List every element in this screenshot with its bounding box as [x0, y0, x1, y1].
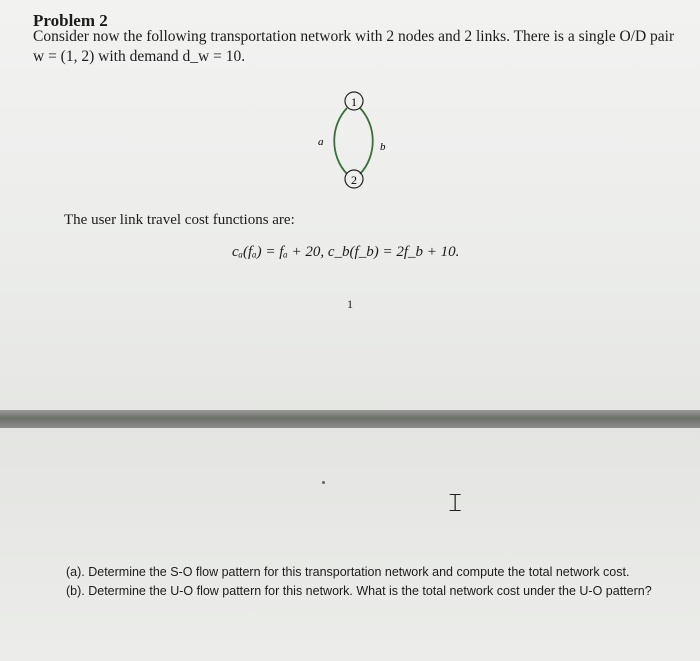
cost-functions-equation: cₐ(fₐ) = fₐ + 20, c_b(f_b) = 2f_b + 10. [232, 244, 460, 260]
question-a: (a). Determine the S-O flow pattern for this transportation network and compute the total network cost. [66, 565, 630, 579]
page-divider [0, 410, 700, 428]
text-cursor-icon: 𝙸 [446, 488, 465, 517]
link-b-arc [360, 108, 373, 174]
cost-functions-label: The user link travel cost functions are: [64, 212, 295, 228]
problem-heading: Problem 2 [33, 11, 108, 30]
question-b: (b). Determine the U-O flow pattern for this network. What is the total network cost under the U-O pattern? [66, 584, 652, 598]
questions-block [66, 564, 656, 602]
link-a-arc [334, 108, 347, 174]
node-2-label: 2 [351, 173, 357, 187]
network-diagram [300, 86, 400, 191]
speck [322, 481, 325, 484]
problem-intro: Consider now the following transportation network with 2 nodes and 2 links. There is a single O/D pair w = (1, 2) with demand d_w = 10. [33, 28, 675, 65]
node-1-label: 1 [351, 95, 357, 109]
lower-page [0, 428, 700, 661]
link-a-label: a [318, 136, 324, 148]
link-b-label: b [380, 141, 386, 153]
page-number: 1 [347, 297, 353, 311]
